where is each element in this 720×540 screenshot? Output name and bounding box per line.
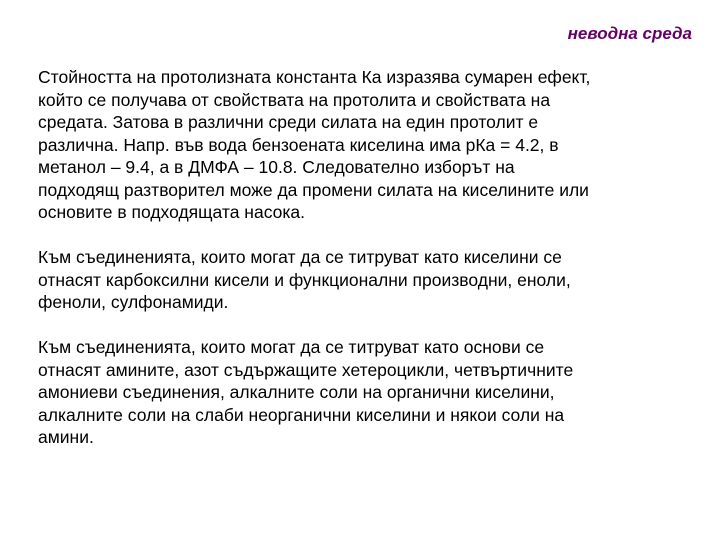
paragraph-base-titration-compounds: Към съединенията, които могат да се титруват като основи се отнасят амините, азот съдържащите хетероцикли, четвъртичните амониеви съединения, алкалните соли на органични киселини, алкалните соли на слаби неорганични киселини и някои соли на амини. [38, 337, 574, 447]
paragraph-acid-titration-compounds: Към съединенията, които могат да се титруват като киселини се отнасят карбоксилни кисели и функционални производни, еноли, феноли, сулфонамиди. [38, 247, 571, 312]
slide-title: неводна среда [567, 24, 692, 43]
paragraph-pka-solvent-effect: Стойността на протолизната константа Ка изразява сумарен ефект, който се получава от свойствата на протолита и свойствата на средата. Затова в различни среди силата на един протолит е различна. Напр. във вода бензоената киселина има рКа = 4.2, в метанол – 9.4, а в ДМФА – 10.8. Следователно изборът на подходящ разтворител може да промени силата на киселините или основите в подходящата насока. [38, 67, 591, 222]
slide-body [38, 66, 703, 471]
